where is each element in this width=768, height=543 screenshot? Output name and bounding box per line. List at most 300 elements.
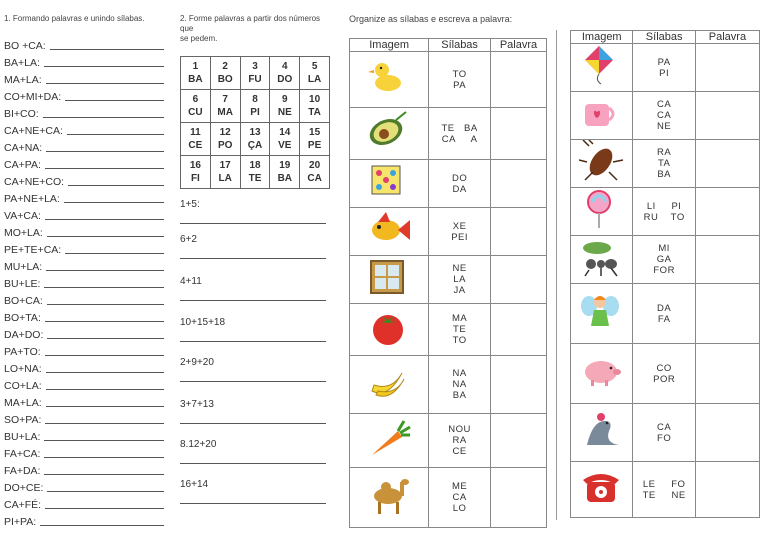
- grid-cell: [210, 123, 240, 156]
- answer-line[interactable]: [45, 423, 164, 424]
- exercise-1-item: [4, 52, 164, 69]
- cell-syllable: BA: [277, 173, 293, 184]
- sum-label: 2+9+20: [180, 357, 214, 368]
- syllables-cell: [429, 108, 491, 160]
- cell-number: 12: [219, 127, 231, 138]
- exercise-1-item: [4, 222, 164, 239]
- syllable-line: CA A: [441, 133, 478, 145]
- syllable-sum-label: FA+DA:: [4, 465, 41, 477]
- answer-line[interactable]: [44, 66, 164, 67]
- syllable-line: PA: [657, 56, 671, 68]
- cell-syllable: ÇA: [247, 140, 263, 151]
- word-answer-cell[interactable]: [490, 256, 546, 304]
- divider: [556, 30, 557, 520]
- syllable-line: LE FO: [642, 478, 686, 490]
- cell-number: 20: [309, 160, 321, 171]
- cell-syllable: PI: [250, 107, 260, 118]
- syllables-cell: [633, 236, 695, 284]
- image-cell: [350, 304, 429, 356]
- answer-line[interactable]: [180, 341, 326, 342]
- grid-cell: [270, 123, 300, 156]
- exercise-1-item: [4, 443, 164, 460]
- syllable-sum-label: PA+TO:: [4, 346, 41, 358]
- exercise-1-item: [4, 35, 164, 52]
- syllable-line: TE: [453, 324, 467, 335]
- cell-number: 6: [192, 94, 199, 105]
- image-cell: [571, 236, 633, 284]
- exercise-3-title: Organize as sílabas e escreva a palavra:: [349, 14, 513, 24]
- cell-syllable: NE: [277, 107, 292, 118]
- syllable-line: DA: [452, 183, 467, 195]
- answer-line[interactable]: [46, 389, 164, 390]
- image-cell: [350, 108, 429, 160]
- answer-line[interactable]: [43, 117, 164, 118]
- grid-cell: [300, 156, 330, 189]
- syllables-cell: [429, 468, 491, 528]
- image-cell: [350, 52, 429, 108]
- exercise-1-item: [4, 290, 164, 307]
- word-answer-cell[interactable]: [490, 108, 546, 160]
- image-cell: [571, 140, 633, 188]
- camel-icon: [366, 474, 412, 516]
- syllable-line: MA: [451, 313, 468, 324]
- syllable-sum-label: VA+CA:: [4, 210, 41, 222]
- syllables-table-right: [570, 30, 760, 518]
- image-cell: [571, 92, 633, 140]
- image-cell: [571, 188, 633, 236]
- exercise-1-title: 1. Formando palavras e unindo sílabas.: [4, 14, 145, 23]
- cell-number: 15: [309, 127, 321, 138]
- answer-line[interactable]: [46, 406, 164, 407]
- grid-cell: [300, 90, 330, 123]
- grid-cell: [181, 156, 211, 189]
- exercise-1-item: [4, 324, 164, 341]
- syllable-line: CA: [657, 421, 672, 433]
- answer-line[interactable]: [65, 100, 164, 101]
- table-row: [350, 52, 547, 108]
- syllable-line: GA: [656, 254, 672, 265]
- kite-icon: [579, 44, 625, 86]
- syllable-sum-label: CA+PA:: [4, 159, 41, 171]
- syllables-cell: [429, 208, 491, 256]
- syllable-line: PI: [659, 67, 670, 79]
- grid-cell: [181, 90, 211, 123]
- table-row: [571, 92, 760, 140]
- table-row: [350, 256, 547, 304]
- cell-syllable: CU: [188, 107, 203, 118]
- header-image: Imagem: [571, 31, 633, 44]
- word-answer-cell[interactable]: [695, 462, 759, 518]
- answer-line[interactable]: [47, 491, 164, 492]
- cell-number: 10: [309, 94, 321, 105]
- syllable-line: RA: [657, 147, 672, 158]
- grid-cell: [240, 123, 270, 156]
- syllable-line: TO: [452, 68, 467, 80]
- image-cell: [571, 462, 633, 518]
- syllables-cell: [633, 140, 695, 188]
- syllable-line: FO: [657, 432, 672, 444]
- syllable-sum-label: PE+TE+CA:: [4, 244, 62, 256]
- exercise-3: [349, 14, 512, 24]
- table-row: [571, 284, 760, 344]
- sum-label: 8.12+20: [180, 439, 217, 450]
- image-cell: [350, 468, 429, 528]
- answer-line[interactable]: [44, 474, 164, 475]
- exercise-1-item: [4, 511, 164, 528]
- image-cell: [571, 344, 633, 404]
- syllable-line: NE: [452, 263, 467, 274]
- syllable-line: RA: [452, 435, 467, 446]
- cell-syllable: FU: [248, 74, 262, 85]
- table-row: [571, 140, 760, 188]
- exercise-1-item: [4, 307, 164, 324]
- answer-line[interactable]: [180, 223, 326, 224]
- answer-line[interactable]: [40, 525, 164, 526]
- exercise-1-item: [4, 426, 164, 443]
- answer-line[interactable]: [180, 381, 326, 382]
- answer-line[interactable]: [46, 270, 164, 271]
- syllable-line: XE: [452, 220, 467, 232]
- sum-label: 3+7+13: [180, 399, 214, 410]
- cell-syllable: LA: [307, 74, 322, 85]
- cell-number: 3: [252, 61, 258, 72]
- cell-syllable: LA: [218, 173, 232, 184]
- syllable-line: PA: [453, 79, 467, 91]
- exercise-1-item: [4, 239, 164, 256]
- grid-cell: [270, 57, 300, 90]
- syllable-sum-label: BO+TA:: [4, 312, 41, 324]
- syllables-table-left: [349, 38, 547, 528]
- answer-line[interactable]: [46, 372, 164, 373]
- syllables-cell: [633, 404, 695, 462]
- grid-cell: [240, 90, 270, 123]
- table-row: [350, 414, 547, 468]
- syllables-cell: [429, 414, 491, 468]
- syllable-sum-label: MA+LA:: [4, 74, 42, 86]
- syllable-line: NA: [452, 379, 467, 390]
- fish-icon: [366, 208, 412, 250]
- exercise-1-item: [4, 494, 164, 511]
- table-header: [350, 39, 547, 52]
- word-answer-cell[interactable]: [695, 188, 759, 236]
- exercise-1-list: [4, 35, 164, 528]
- table-row: [350, 208, 547, 256]
- grid-cell: [300, 57, 330, 90]
- cell-syllable: BA: [188, 74, 203, 85]
- table-row: [350, 108, 547, 160]
- syllable-sum-label: PA+NE+LA:: [4, 193, 60, 205]
- syllable-line: CA: [657, 110, 672, 121]
- cell-syllable: TA: [308, 107, 321, 118]
- cell-number: 13: [249, 127, 261, 138]
- cell-syllable: FI: [190, 173, 200, 184]
- word-answer-cell[interactable]: [695, 140, 759, 188]
- syllable-sum-label: CA+NE+CA:: [4, 125, 63, 137]
- table-row: [350, 304, 547, 356]
- syllables-cell: [633, 462, 695, 518]
- cell-syllable: PO: [217, 140, 233, 151]
- cell-number: 14: [279, 127, 291, 138]
- syllable-sum-label: CA+NA:: [4, 142, 43, 154]
- table-row: [571, 236, 760, 284]
- answer-line[interactable]: [45, 321, 164, 322]
- answer-line[interactable]: [45, 355, 164, 356]
- syllable-sum-label: DA+DO:: [4, 329, 44, 341]
- image-cell: [350, 208, 429, 256]
- answer-line[interactable]: [44, 457, 164, 458]
- syllable-sum-label: CO+LA:: [4, 380, 42, 392]
- grid-cell: [210, 90, 240, 123]
- cell-number: 11: [190, 127, 201, 138]
- cell-syllable: VE: [278, 140, 292, 151]
- grid-cell: [181, 123, 211, 156]
- word-answer-cell[interactable]: [490, 356, 546, 414]
- syllable-line: NOU: [448, 424, 471, 435]
- syllable-line: PEI: [451, 231, 468, 243]
- syllables-cell: [429, 304, 491, 356]
- syllables-cell: [429, 256, 491, 304]
- answer-line[interactable]: [180, 258, 326, 259]
- syllable-line: CA: [657, 99, 672, 110]
- exercise-1-item: [4, 154, 164, 171]
- image-cell: [350, 356, 429, 414]
- tomato-icon: [366, 306, 412, 348]
- exercise-1-item: [4, 358, 164, 375]
- cell-syllable: MA: [217, 107, 233, 118]
- table-row: [571, 44, 760, 92]
- answer-line[interactable]: [47, 236, 164, 237]
- sum-label: 10+15+18: [180, 317, 226, 328]
- exercise-1-item: [4, 392, 164, 409]
- syllable-sum-label: CO+MI+DA:: [4, 91, 62, 103]
- grid-cell: [270, 156, 300, 189]
- image-cell: [571, 44, 633, 92]
- answer-line[interactable]: [45, 219, 164, 220]
- cell-syllable: PE: [307, 140, 322, 151]
- image-cell: [571, 404, 633, 462]
- word-answer-cell[interactable]: [490, 208, 546, 256]
- exercise-1-item: [4, 137, 164, 154]
- answer-line[interactable]: [45, 168, 164, 169]
- exercise-1-item: [4, 171, 164, 188]
- exercise-1-item: [4, 341, 164, 358]
- syllables-cell: [429, 160, 491, 208]
- syllable-sum-label: CA+FÉ:: [4, 499, 42, 511]
- table-row: [571, 188, 760, 236]
- seal-icon: [579, 409, 625, 451]
- grid-row: [181, 90, 330, 123]
- syllable-sum-label: MO+LA:: [4, 227, 43, 239]
- grid-row: [181, 57, 330, 90]
- syllable-line: RU TO: [643, 211, 685, 223]
- answer-line[interactable]: [44, 440, 164, 441]
- syllable-line: CA: [452, 492, 467, 503]
- exercise-1-item: [4, 103, 164, 120]
- grid-cell: [240, 57, 270, 90]
- table-row: [350, 468, 547, 528]
- fairy-icon: [579, 290, 625, 332]
- syllable-line: LO: [452, 503, 467, 514]
- exercise-2-title-line2: se pedem.: [180, 34, 218, 43]
- answer-line[interactable]: [68, 185, 164, 186]
- syllable-sum-label: DO+CE:: [4, 482, 44, 494]
- exercise-2: [180, 14, 330, 490]
- cell-number: 7: [222, 94, 228, 105]
- exercise-1-item: [4, 477, 164, 494]
- word-answer-cell[interactable]: [490, 414, 546, 468]
- syllable-sum-label: CA+NE+CO:: [4, 176, 65, 188]
- word-answer-cell[interactable]: [490, 468, 546, 528]
- cell-number: 17: [219, 160, 231, 171]
- grid-cell: [270, 90, 300, 123]
- syllable-sum-label: LO+NA:: [4, 363, 42, 375]
- syllable-sum-label: BU+LE:: [4, 278, 41, 290]
- table-row: [571, 404, 760, 462]
- cell-number: 19: [279, 160, 291, 171]
- header-image: Imagem: [350, 39, 429, 52]
- syllable-line: CE: [452, 446, 467, 457]
- syllable-sum-label: MU+LA:: [4, 261, 43, 273]
- exercise-1-item: [4, 375, 164, 392]
- word-answer-cell[interactable]: [695, 284, 759, 344]
- grid-cell: [181, 57, 211, 90]
- window-icon: [366, 256, 412, 298]
- answer-line[interactable]: [180, 300, 326, 301]
- ant-icon: [579, 236, 625, 278]
- answer-line[interactable]: [65, 253, 164, 254]
- syllable-line: BA: [657, 169, 671, 180]
- word-answer-cell[interactable]: [695, 344, 759, 404]
- grid-row: [181, 123, 330, 156]
- word-answer-cell[interactable]: [490, 304, 546, 356]
- answer-line[interactable]: [67, 134, 164, 135]
- grid-cell: [210, 57, 240, 90]
- word-answer-cell[interactable]: [695, 92, 759, 140]
- sum-label: 6+2: [180, 234, 197, 245]
- answer-line[interactable]: [180, 503, 326, 504]
- exercise-1-item: [4, 188, 164, 205]
- syllables-cell: [633, 188, 695, 236]
- header-syllables: Sílabas: [633, 31, 695, 44]
- exercise-1-item: [4, 409, 164, 426]
- cell-number: 16: [189, 160, 201, 171]
- image-cell: [350, 414, 429, 468]
- cup-icon: [579, 92, 625, 134]
- syllable-line: LI PI: [646, 200, 682, 212]
- syllable-line: NE: [657, 121, 672, 132]
- syllable-sum-label: SO+PA:: [4, 414, 42, 426]
- syllables-cell: [633, 44, 695, 92]
- exercise-1-item: [4, 205, 164, 222]
- image-cell: [350, 160, 429, 208]
- header-syllables: Sílabas: [429, 39, 491, 52]
- answer-line[interactable]: [47, 304, 164, 305]
- syllable-sum-label: MA+LA:: [4, 397, 42, 409]
- cell-syllable: DO: [277, 74, 293, 85]
- answer-line[interactable]: [45, 508, 164, 509]
- image-cell: [571, 284, 633, 344]
- cell-syllable: BO: [217, 74, 233, 85]
- answer-line[interactable]: [44, 287, 164, 288]
- sum-label: 16+14: [180, 479, 209, 490]
- word-answer-cell[interactable]: [695, 236, 759, 284]
- syllable-line: TO: [452, 335, 467, 346]
- syllable-number-grid: [180, 56, 330, 189]
- syllables-cell: [633, 344, 695, 404]
- syllable-line: TA: [657, 158, 671, 169]
- table-row: [350, 356, 547, 414]
- syllable-line: MI: [658, 243, 670, 254]
- syllable-line: ME: [451, 481, 468, 492]
- answer-line[interactable]: [47, 338, 164, 339]
- exercise-1-item: [4, 256, 164, 273]
- cell-number: 5: [311, 61, 318, 72]
- image-cell: [350, 256, 429, 304]
- word-answer-cell[interactable]: [490, 52, 546, 108]
- avocado-icon: [366, 110, 412, 152]
- answer-line[interactable]: [180, 423, 326, 424]
- exercise-1: [4, 14, 164, 528]
- answer-line[interactable]: [180, 463, 326, 464]
- word-answer-cell[interactable]: [695, 404, 759, 462]
- syllable-sum-label: PI+PA:: [4, 516, 37, 528]
- table-row: [350, 160, 547, 208]
- cell-number: 9: [282, 94, 288, 105]
- header-word: Palavra: [695, 31, 759, 44]
- header-word: Palavra: [490, 39, 546, 52]
- word-answer-cell[interactable]: [695, 44, 759, 92]
- syllables-cell: [429, 52, 491, 108]
- grid-cell: [300, 123, 330, 156]
- word-answer-cell[interactable]: [490, 160, 546, 208]
- syllables-cell: [429, 356, 491, 414]
- cell-syllable: CE: [188, 140, 203, 151]
- syllable-sum-label: BI+CO:: [4, 108, 39, 120]
- syllable-line: JA: [453, 285, 466, 296]
- cell-syllable: TE: [248, 173, 262, 184]
- answer-line[interactable]: [46, 151, 164, 152]
- exercise-1-item: [4, 86, 164, 103]
- syllable-line: DO: [451, 172, 468, 184]
- grid-cell: [240, 156, 270, 189]
- syllable-sum-label: BA+LA:: [4, 57, 40, 69]
- syllable-sum-label: BO +CA:: [4, 40, 46, 52]
- answer-line[interactable]: [46, 83, 164, 84]
- cell-syllable: CA: [307, 173, 322, 184]
- dice-icon: [366, 160, 412, 202]
- cell-number: 1: [192, 61, 199, 72]
- syllable-line: NA: [452, 368, 467, 379]
- table-row: [571, 462, 760, 518]
- lollipop-icon: [579, 188, 625, 230]
- carrot-icon: [366, 417, 412, 459]
- table-row: [571, 344, 760, 404]
- syllables-cell: [633, 92, 695, 140]
- pig-icon: [579, 350, 625, 392]
- banana-icon: [366, 361, 412, 403]
- syllable-line: CO: [656, 362, 672, 374]
- answer-line[interactable]: [50, 49, 164, 50]
- duck-icon: [366, 56, 412, 98]
- grid-row: [181, 156, 330, 189]
- cell-number: 4: [282, 61, 288, 72]
- syllable-line: TE BA: [441, 122, 478, 134]
- sum-label: 4+11: [180, 276, 202, 287]
- telephone-icon: [579, 466, 625, 508]
- answer-line[interactable]: [64, 202, 164, 203]
- cell-number: 2: [222, 61, 228, 72]
- exercise-2-title: [180, 14, 330, 44]
